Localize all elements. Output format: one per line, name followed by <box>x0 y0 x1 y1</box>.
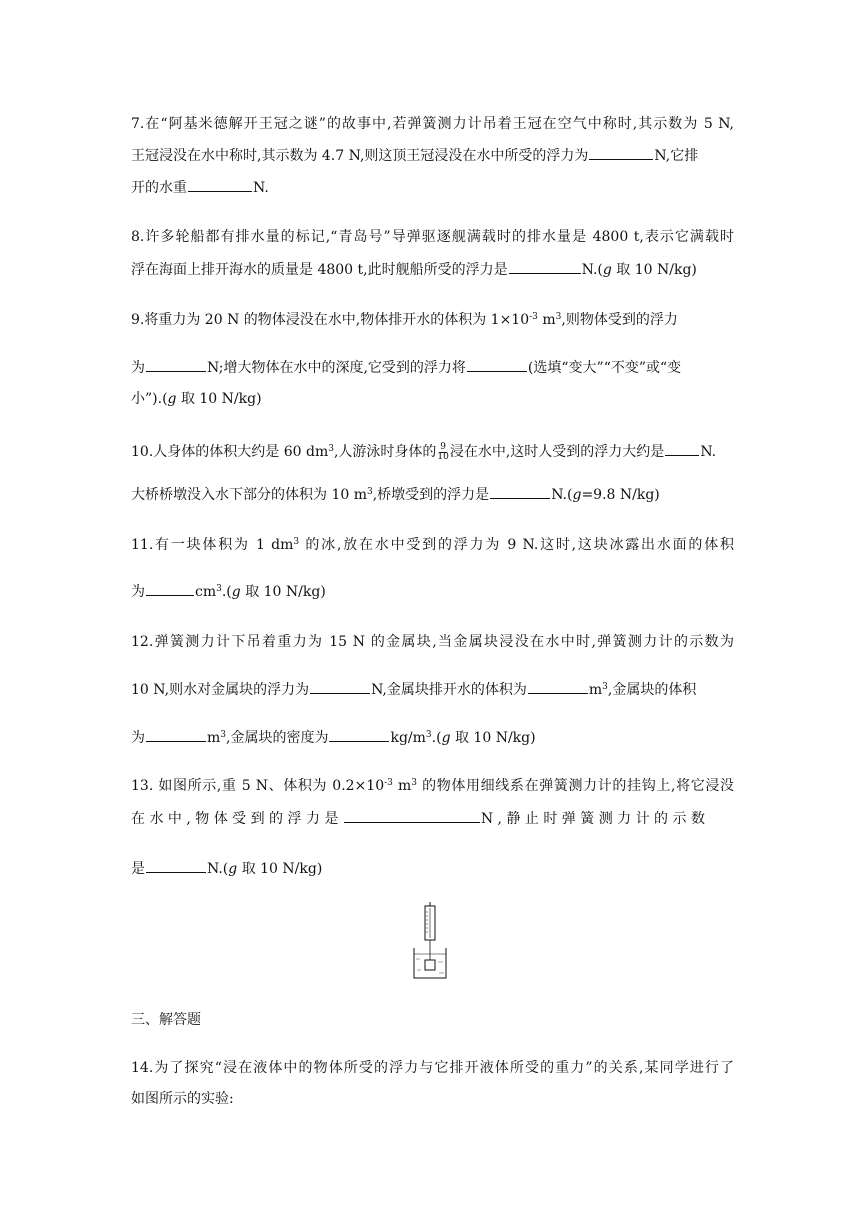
q9-line-2: 为 N;增大物体在水中的深度,它受到的浮力将 (选填“变大”“不变”或“变 <box>131 357 734 378</box>
answer-blank[interactable] <box>589 145 653 160</box>
answer-blank[interactable] <box>665 441 699 456</box>
answer-blank[interactable] <box>146 727 206 742</box>
answer-blank[interactable] <box>490 484 550 499</box>
q14-line-1: 14.为了探究“浸在液体中的物体所受的浮力与它排开液体所受的重力”的关系,某同学进行了 <box>131 1060 734 1076</box>
answer-blank[interactable] <box>146 858 206 873</box>
fraction: $\frac{9}{10}$ <box>437 441 449 462</box>
q14-line-2: 如图所示的实验: <box>131 1091 234 1107</box>
q12-line-1: 12.弹簧测力计下吊着重力为 15 N 的金属块,当金属块浸没在水中时,弹簧测力计的示数为 <box>131 634 734 650</box>
q13-line-1: 13. 如图所示,重 5 N、体积为 $0.2\times 10^{-3}$ $m^3$ 的物体用细线系在弹簧测力计的挂钩上,将它浸没 <box>131 778 735 794</box>
answer-blank[interactable] <box>344 808 480 823</box>
section-heading: 三、解答题 <box>131 1012 201 1028</box>
q8-line-2: 浮在海面上排开海水的质量是 4800 t,此时舰船所受的浮力是 N.(g 取 10 N/kg) <box>131 259 734 280</box>
answer-blank[interactable] <box>467 357 527 372</box>
spring-scale-icon <box>425 902 435 960</box>
q13-line-2: 在 水 中 , 物 体 受 到 的 浮 力 是 N , 静 止 时 弹 簧 测 力 计 的 示 数 <box>131 808 734 829</box>
q10-line-1: 10.人身体的体积大约是 60 $dm^3$,人游泳时身体的 $\frac{9}{10}$ 浸在水中,这时人受到的浮力大约是 N. <box>131 441 717 462</box>
answer-blank[interactable] <box>188 177 252 192</box>
answer-blank[interactable] <box>509 259 581 274</box>
q9-line-3: 小”).(g 取 10 N/kg) <box>131 391 262 407</box>
q11-line-2: 为 $cm^3.(g$ 取 10 N/kg) <box>131 581 734 602</box>
spring-scale-beaker-figure <box>410 902 450 980</box>
q13-line-3: 是 N.(g 取 10 N/kg) <box>131 858 734 879</box>
q12-line-2: 10 N,则水对金属块的浮力为 N,金属块排开水的体积为 $m^3$,金属块的体积 <box>131 679 734 700</box>
q10-line-2: 大桥桥墩没入水下部分的体积为 10 $m^3$,桥墩受到的浮力是 N.(g=9.8 N/kg) <box>131 484 734 505</box>
q12-line-3: 为 $m^3$,金属块的密度为 $kg/m^3.(g$ 取 10 N/kg) <box>131 727 734 748</box>
q7-line-3: 开的水重 N. <box>131 177 734 198</box>
answer-blank[interactable] <box>329 727 389 742</box>
answer-blank[interactable] <box>310 679 370 694</box>
q11-line-1: 11.有一块体积为 1 $dm^3$ 的冰,放在水中受到的浮力为 9 N.这时,这块冰露出水面的体积 <box>131 537 735 553</box>
q7-line-2: 王冠浸没在水中称时,其示数为 4.7 N,则这顶王冠浸没在水中所受的浮力为 N,它排 <box>131 145 734 166</box>
answer-blank[interactable] <box>528 679 588 694</box>
q7-line-1: 7.在“阿基米德解开王冠之谜”的故事中,若弹簧测力计吊着王冠在空气中称时,其示数为 5 N, <box>131 116 734 132</box>
answer-blank[interactable] <box>146 581 194 596</box>
q9-line-1: 9.将重力为 20 N 的物体浸没在水中,物体排开水的体积为 $1\times 10^{-3}$ $m^3$,则物体受到的浮力 <box>131 312 678 328</box>
answer-blank[interactable] <box>146 357 206 372</box>
q8-line-1: 8.许多轮船都有排水量的标记,“青岛号”导弹驱逐舰满载时的排水量是 4800 t,表示它满载时 <box>131 229 734 245</box>
